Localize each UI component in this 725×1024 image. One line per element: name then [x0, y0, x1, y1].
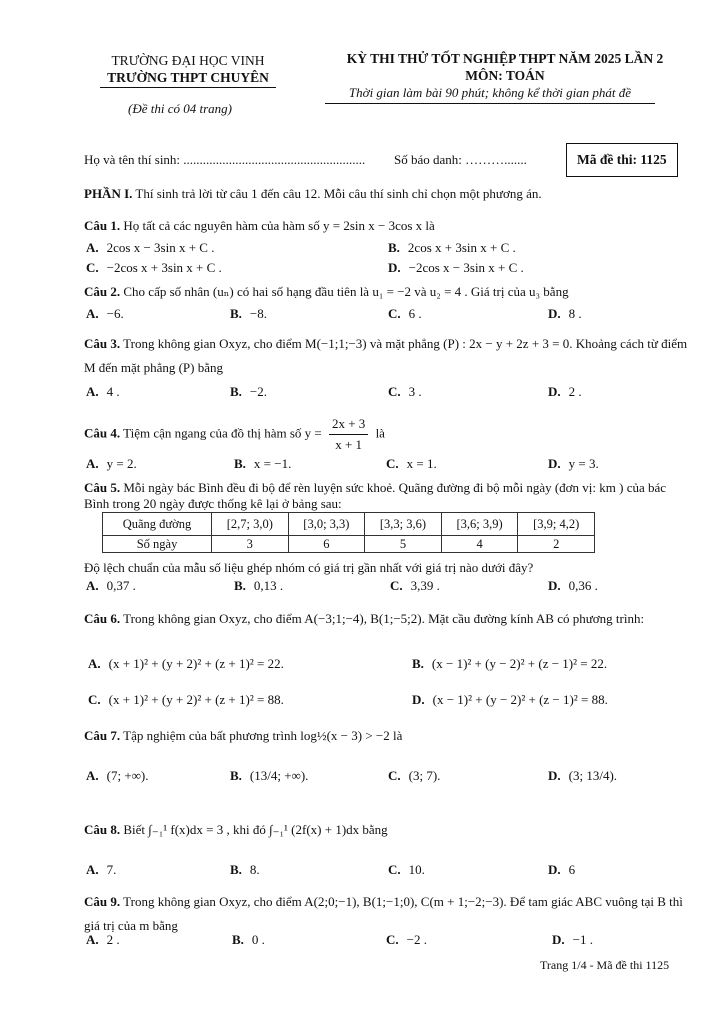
q2-option-b[interactable]: B. −8. [230, 306, 268, 321]
table-cell: [2,7; 3,0) [212, 513, 289, 536]
question-text: Tập nghiệm của bất phương trình log½(x − 3) > −2 là [123, 728, 403, 743]
q9-option-a[interactable]: A. 2 . [86, 932, 120, 947]
q3-option-d[interactable]: D. 2 . [548, 384, 582, 399]
q7-option-b[interactable]: B. (13/4; +∞). [230, 768, 309, 783]
q6-option-d[interactable]: D. (x − 1)² + (y − 2)² + (z − 1)² = 88. [412, 692, 608, 707]
fraction-denominator: x + 1 [335, 437, 363, 452]
q3-option-c[interactable]: C. 3 . [388, 384, 422, 399]
school-top: TRƯỜNG ĐẠI HỌC VINH [111, 53, 265, 68]
q2-option-d[interactable]: D. 8 . [548, 306, 582, 321]
table-cell: [3,9; 4,2) [518, 513, 595, 536]
page-footer: Trang 1/4 - Mã đề thi 1125 [540, 958, 670, 972]
time-note: Thời gian làm bài 90 phút; không kể thời gian phát đề [325, 85, 655, 104]
question-text: Trong không gian Oxyz, cho điểm M(−1;1;−3) và mặt phẳng (P) : 2x − y + 2z + 3 = 0. Khoảng cách từ điểm M đến mặt phẳng (P) bằng [84, 336, 688, 375]
q2-option-a[interactable]: A. −6. [86, 306, 124, 321]
fraction [329, 414, 368, 455]
option-text: 0,36 . [568, 578, 598, 593]
q5-question: Độ lệch chuẩn của mẫu số liệu ghép nhóm có giá trị gần nhất với giá trị nào dưới đây? [84, 560, 534, 575]
option-text: −2cos x − 3sin x + C . [408, 260, 524, 275]
part1-instruction [84, 184, 694, 204]
option-text: (x + 1)² + (y + 2)² + (z + 1)² = 22. [108, 656, 284, 671]
q4-option-c[interactable]: C. x = 1. [386, 456, 437, 471]
option-text: (x − 1)² + (y − 2)² + (z − 1)² = 88. [432, 692, 608, 707]
option-text: (13/4; +∞). [249, 768, 309, 783]
question-3 [84, 332, 694, 380]
q1-option-c[interactable]: C. −2cos x + 3sin x + C . [86, 260, 222, 275]
student-id-line: Số báo danh: ………....... [394, 152, 527, 167]
option-text: −2. [249, 384, 268, 399]
option-text: 4 . [106, 384, 120, 399]
option-text: x = −1. [253, 456, 292, 471]
exam-code-box: Mã đề thi: 1125 [566, 143, 678, 177]
question-text: Biết ∫₋₁¹ f(x)dx = 3 , khi đó ∫₋₁¹ (2f(x) + 1)dx bằng [123, 822, 388, 837]
school-bottom: TRƯỜNG THPT CHUYÊN [100, 69, 276, 88]
q7-option-d[interactable]: D. (3; 13/4). [548, 768, 618, 783]
question-text: Mỗi ngày bác Bình đều đi bộ để rèn luyện sức khoẻ. Quãng đường đi bộ mỗi ngày (đơn vị: km ) của bác Bình trong 20 ngày được thống kê lại ở bảng sau: [84, 480, 667, 511]
option-text: (x + 1)² + (y + 2)² + (z + 1)² = 88. [108, 692, 284, 707]
question-label: Câu 5. [84, 480, 121, 495]
q6-option-b[interactable]: B. (x − 1)² + (y − 2)² + (z − 1)² = 22. [412, 656, 608, 671]
table-cell: 2 [518, 536, 595, 553]
table-cell: Quãng đường [103, 513, 212, 536]
table-cell: Số ngày [103, 536, 212, 553]
q6-option-c[interactable]: C. (x + 1)² + (y + 2)² + (z + 1)² = 88. [88, 692, 284, 707]
q9-option-b[interactable]: B. 0 . [232, 932, 265, 947]
q1-option-d[interactable]: D. −2cos x − 3sin x + C . [388, 260, 524, 275]
question-label: Câu 4. [84, 425, 121, 441]
question-2 [84, 282, 694, 302]
question-label: Câu 9. [84, 894, 121, 909]
option-text: −8. [249, 306, 268, 321]
table-row [103, 536, 595, 553]
option-text: 10. [408, 862, 425, 877]
option-text: (x − 1)² + (y − 2)² + (z − 1)² = 22. [431, 656, 608, 671]
q5-option-d[interactable]: D. 0,36 . [548, 578, 598, 593]
q5-option-b[interactable]: B. 0,13 . [234, 578, 284, 593]
table-row [103, 513, 595, 536]
question-text: Trong không gian Oxyz, cho điểm A(2;0;−1), B(1;−1;0), C(m + 1;−2;−3). Để tam giác ABC vuông tại B thì giá trị của m bằng [84, 894, 683, 933]
frequency-table [102, 512, 595, 553]
question-label: Câu 8. [84, 822, 121, 837]
q1-option-b[interactable]: B. 2cos x + 3sin x + C . [388, 240, 516, 255]
option-text: 6 . [408, 306, 422, 321]
option-text: −6. [106, 306, 124, 321]
option-text: 8. [249, 862, 260, 877]
option-text: 0 . [251, 932, 265, 947]
table-cell: 6 [288, 536, 365, 553]
table-cell: 3 [212, 536, 289, 553]
option-text: (3; 13/4). [568, 768, 618, 783]
table-cell: 5 [365, 536, 442, 553]
question-text: Cho cấp số nhân (uₙ) có hai số hạng đầu tiên là u₁ = −2 và u₂ = 4 . Giá trị của u₃ bằng [123, 284, 569, 299]
question-text: Trong không gian Oxyz, cho điểm A(−3;1;−4), B(1;−5;2). Mặt cầu đường kính AB có phương trình: [123, 611, 645, 626]
question-text: Họ tất cả các nguyên hàm của hàm số y = 2sin x − 3cos x là [123, 218, 435, 233]
question-9 [84, 890, 694, 938]
option-text: (7; +∞). [106, 768, 149, 783]
question-6 [84, 606, 694, 632]
question-label: Câu 3. [84, 336, 121, 351]
table-cell: [3,3; 3,6) [365, 513, 442, 536]
question-label: Câu 6. [84, 611, 121, 626]
option-text: 7. [106, 862, 117, 877]
q8-option-a[interactable]: A. 7. [86, 862, 117, 877]
option-text: 8 . [568, 306, 582, 321]
question-1 [84, 216, 694, 236]
q8-option-b[interactable]: B. 8. [230, 862, 260, 877]
option-text: 2cos x − 3sin x + C . [106, 240, 215, 255]
q6-option-a[interactable]: A. (x + 1)² + (y + 2)² + (z + 1)² = 22. [88, 656, 284, 671]
q4-option-d[interactable]: D. y = 3. [548, 456, 599, 471]
q4-option-b[interactable]: B. x = −1. [234, 456, 292, 471]
option-text: 2cos x + 3sin x + C . [407, 240, 516, 255]
q4-option-a[interactable]: A. y = 2. [86, 456, 137, 471]
option-text: x = 1. [406, 456, 437, 471]
q8-option-d[interactable]: D. 6 [548, 862, 576, 877]
option-text: 2 . [568, 384, 582, 399]
q9-option-c[interactable]: C. −2 . [386, 932, 427, 947]
q9-option-d[interactable]: D. −1 . [552, 932, 593, 947]
question-8 [84, 820, 694, 840]
table-cell: 4 [441, 536, 518, 553]
question-label: Câu 7. [84, 728, 121, 743]
q8-option-c[interactable]: C. 10. [388, 862, 425, 877]
part1-text: Thí sinh trả lời từ câu 1 đến câu 12. Mỗi câu thí sinh chỉ chọn một phương án. [132, 186, 542, 201]
q2-option-c[interactable]: C. 6 . [388, 306, 422, 321]
option-text: (3; 7). [408, 768, 441, 783]
option-text: −2 . [406, 932, 427, 947]
option-text: 0,13 . [253, 578, 284, 593]
option-text: 0,37 . [106, 578, 136, 593]
option-text: −1 . [572, 932, 593, 947]
q1-option-a[interactable]: A. 2cos x − 3sin x + C . [86, 240, 215, 255]
option-text: 2 . [106, 932, 120, 947]
exam-subject: MÔN: TOÁN [465, 68, 545, 83]
option-text: 6 [568, 862, 576, 877]
q3-option-a[interactable]: A. 4 . [86, 384, 120, 399]
q3-option-b[interactable]: B. −2. [230, 384, 268, 399]
question-text-after: là [375, 425, 385, 441]
part1-title: PHẦN I. [84, 186, 133, 201]
option-text: 3,39 . [410, 578, 440, 593]
option-text: y = 3. [568, 456, 599, 471]
option-text: −2cos x + 3sin x + C . [106, 260, 222, 275]
question-label: Câu 2. [84, 284, 121, 299]
q7-option-a[interactable]: A. (7; +∞). [86, 768, 149, 783]
question-7 [84, 726, 694, 746]
option-text: y = 2. [106, 456, 137, 471]
table-cell: [3,0; 3,3) [288, 513, 365, 536]
question-5 [84, 480, 694, 512]
student-name-line: Họ và tên thí sinh: ........................................................ [84, 152, 366, 167]
exam-title: KỲ THI THỬ TỐT NGHIỆP THPT NĂM 2025 LẦN 2 [346, 51, 664, 66]
option-text: 3 . [408, 384, 422, 399]
q5-option-c[interactable]: C. 3,39 . [390, 578, 440, 593]
question-4 [84, 414, 694, 455]
question-text: Tiệm cận ngang của đồ thị hàm số y = [123, 425, 322, 441]
q7-option-c[interactable]: C. (3; 7). [388, 768, 441, 783]
question-label: Câu 1. [84, 218, 121, 233]
table-cell: [3,6; 3,9) [441, 513, 518, 536]
page-note: (Đề thi có 04 trang) [128, 101, 232, 116]
q5-option-a[interactable]: A. 0,37 . [86, 578, 136, 593]
fraction-numerator: 2x + 3 [329, 414, 368, 435]
school-block [100, 52, 276, 88]
